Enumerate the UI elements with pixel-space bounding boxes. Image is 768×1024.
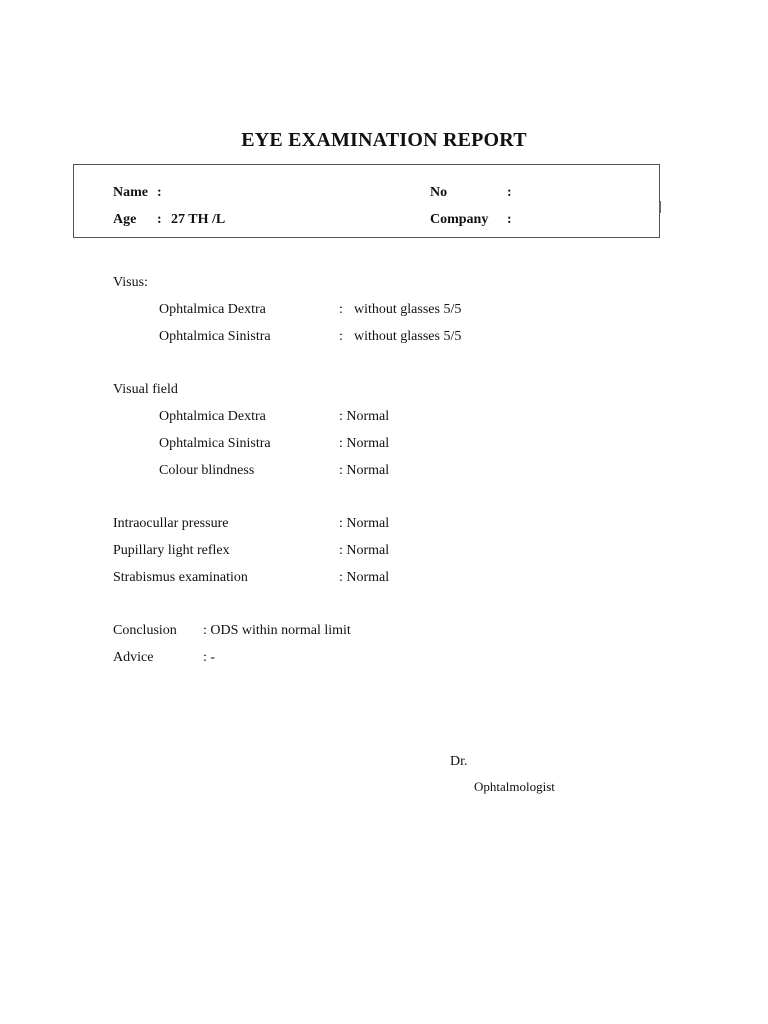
report-title: EYE EXAMINATION REPORT [241,129,527,151]
visual-field-heading: Visual field [113,382,178,397]
visual-field-dextra-label: Ophtalmica Dextra [159,409,266,424]
name-label: Name [113,185,148,200]
visual-field-sinistra-label: Ophtalmica Sinistra [159,436,271,451]
conclusion-value: : ODS within normal limit [203,623,351,638]
age-label: Age [113,212,137,227]
visus-sinistra-label: Ophtalmica Sinistra [159,329,271,344]
strabismus-label: Strabismus examination [113,570,248,585]
visual-field-sinistra-value: : Normal [339,436,390,451]
visus-dextra-colon: : [339,302,343,317]
advice-value: : - [203,650,216,665]
intraocular-pressure-label: Intraocullar pressure [113,516,229,531]
pupillary-reflex-label: Pupillary light reflex [113,543,230,558]
no-colon: : [507,185,512,200]
visus-dextra-label: Ophtalmica Dextra [159,302,266,317]
visus-dextra-value: without glasses 5/5 [354,302,462,317]
visus-heading: Visus: [113,275,148,290]
conclusion-label: Conclusion [113,623,177,638]
pupillary-reflex-value: : Normal [339,543,390,558]
visual-field-dextra-value: : Normal [339,409,390,424]
visus-sinistra-value: without glasses 5/5 [354,329,462,344]
advice-label: Advice [113,650,154,665]
no-label: No [430,185,448,200]
age-colon: : [157,212,162,227]
box-edge-mark [659,201,661,213]
company-colon: : [507,212,512,227]
ophthalmologist-label: Ophtalmologist [474,779,555,794]
strabismus-value: : Normal [339,570,390,585]
name-colon: : [157,185,162,200]
intraocular-pressure-value: : Normal [339,516,390,531]
visus-sinistra-colon: : [339,329,343,344]
doctor-label: Dr. [450,754,468,769]
age-value: 27 TH /L [171,212,226,227]
company-label: Company [430,212,489,227]
colour-blindness-value: : Normal [339,463,390,478]
colour-blindness-label: Colour blindness [159,463,255,478]
